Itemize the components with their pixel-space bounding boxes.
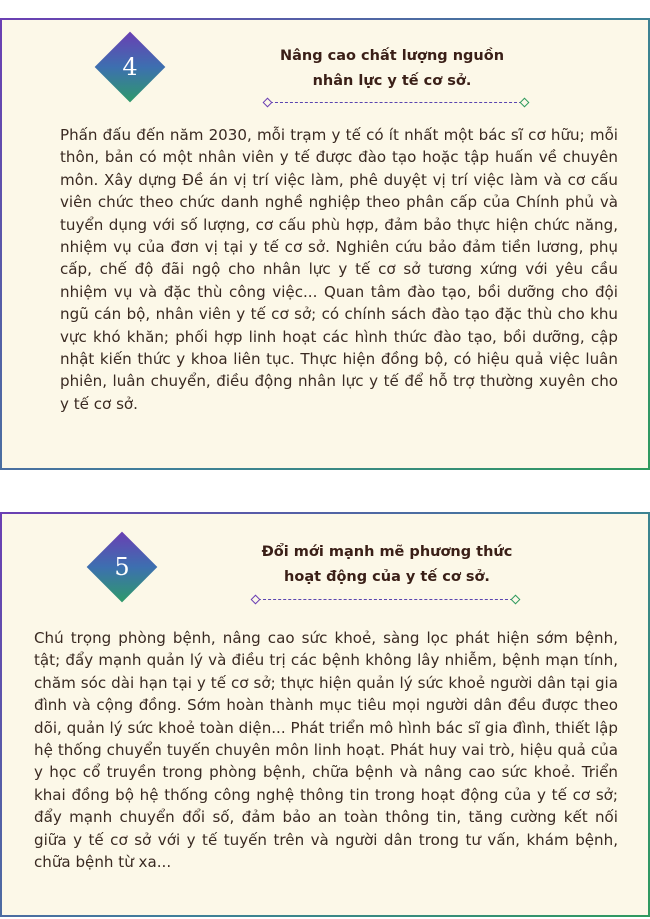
title-divider <box>252 596 519 604</box>
section-card-4 <box>0 18 650 470</box>
section-title-line: nhân lực y tế cơ sở. <box>312 73 472 89</box>
title-divider <box>264 99 528 107</box>
section-title-line: Đổi mới mạnh mẽ phương thức <box>261 544 513 560</box>
section-title <box>232 44 552 94</box>
section-title <box>227 540 547 590</box>
section-number: 5 <box>114 553 130 581</box>
section-body: Chú trọng phòng bệnh, nâng cao sức khoẻ, sàng lọc phát hiện sớm bệnh, tật; đẩy mạnh quản lý và điều trị các bệnh không lây nhiễm, bệnh mạn tính, chăm sóc dài hạn tại y tế cơ sở; thực hiện quản lý sức khoẻ người dân tại gia đình và cộng đồng. Sớm hoàn thành mục tiêu mọi người dân đều được theo dõi, quản lý sức khoẻ toàn diện... Phát triển mô hình bác sĩ gia đình, thiết lập hệ thống chuyển tuyến chuyên môn linh hoạt. Phát huy vai trò, hiệu quả của y học cổ truyền trong phòng bệnh, chữa bệnh và nâng cao sức khoẻ. Triển khai đồng bộ hệ thống công nghệ thông tin trong hoạt động của y tế cơ sở; đẩy mạnh chuyển đổi số, đảm bảo an toàn thông tin, tăng cường kết nối giữa y tế cơ sở với y tế tuyến trên và người dân trong tư vấn, khám bệnh, chữa bệnh từ xa... <box>34 629 618 872</box>
section-title-line: hoạt động của y tế cơ sở. <box>284 569 490 585</box>
section-title-line: Nâng cao chất lượng nguồn <box>279 48 505 64</box>
section-number: 4 <box>122 53 138 81</box>
section-card-5 <box>0 512 650 917</box>
section-body: Phấn đấu đến năm 2030, mỗi trạm y tế có ít nhất một bác sĩ cơ hữu; mỗi thôn, bản có một nhân viên y tế được đào tạo hoặc tập huấn về chuyên môn. Xây dựng Đề án vị trí việc làm, phê duyệt vị trí việc làm và cơ cấu viên chức theo chức danh nghề nghiệp theo phân cấp của Chính phủ và tuyển dụng với số lượng, cơ cấu phù hợp, đảm bảo thực hiện chức năng, nhiệm vụ của đơn vị tại y tế cơ sở. Nghiên cứu bảo đảm tiền lương, phụ cấp, chế độ đãi ngộ cho nhân lực y tế cơ sở tương xứng với yêu cầu nhiệm vụ và đặc thù công việc... Quan tâm đào tạo, bồi dưỡng cho đội ngũ cán bộ, nhân viên y tế cơ sở; có chính sách đào tạo đặc thù cho khu vực khó khăn; phối hợp linh hoạt các hình thức đào tạo, bồi dưỡng, cập nhật kiến thức y khoa liên tục. Thực hiện đồng bộ, có hiệu quả việc luân phiên, luân chuyển, điều động nhân lực y tế để hỗ trợ thường xuyên cho y tế cơ sở. <box>60 126 618 413</box>
